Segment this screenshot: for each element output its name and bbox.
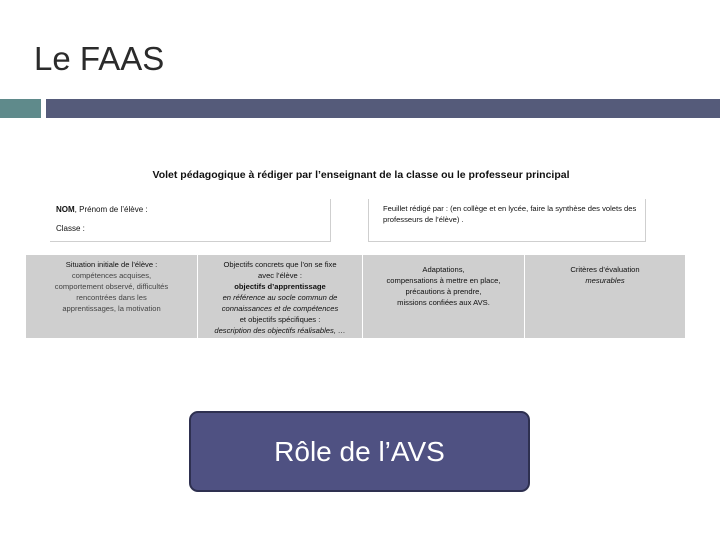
name-label-bold: NOM	[56, 205, 75, 214]
cell-line: connaissances et de compétences	[221, 304, 339, 313]
faas-form-image	[26, 163, 685, 349]
accent-bar-right	[46, 99, 720, 118]
form-heading: Volet pédagogique à rédiger par l’enseignant de la classe ou le professeur principal	[152, 169, 570, 181]
column-initial-situation	[26, 255, 198, 349]
cell-line: avec l’élève :	[258, 271, 302, 280]
role-avs-button[interactable]: Rôle de l’AVS	[189, 411, 530, 492]
name-field-label	[56, 205, 148, 214]
cell-line: mesurables	[585, 276, 625, 285]
cell-line: Situation initiale de l’élève :	[65, 260, 158, 269]
cell-line: description des objectifs réalisables, …	[214, 326, 346, 335]
form-table	[26, 255, 685, 349]
cell-line: apprentissages, la motivation	[62, 304, 161, 313]
cell-line: précautions à prendre,	[405, 287, 482, 296]
name-label-rest: , Prénom de l’élève :	[74, 205, 148, 214]
accent-bar	[0, 99, 720, 118]
class-field-label: Classe :	[56, 224, 85, 233]
cell-line: missions confiées aux AVS.	[397, 298, 490, 307]
cell-line: et objectifs spécifiques :	[239, 315, 321, 324]
redactor-box	[368, 199, 646, 242]
cell-line: objectifs d’apprentissage	[234, 282, 326, 291]
cell-line: Adaptations,	[422, 265, 465, 274]
cell-line: compétences acquises,	[71, 271, 152, 280]
cell-line: Objectifs concrets que l’on se fixe	[223, 260, 337, 269]
cell-line: comportement observé, difficultés	[54, 282, 169, 291]
column-evaluation	[525, 255, 685, 349]
column-objectives	[198, 255, 363, 349]
cell-line: Critères d’évaluation	[570, 265, 640, 274]
accent-bar-left	[0, 99, 41, 118]
redactor-note: Feuillet rédigé par : (en collège et en lycée, faire la synthèse des volets des professeurs de l’élève) .	[383, 204, 637, 224]
cell-line: rencontrées dans les	[76, 293, 147, 302]
cell-line: en référence au socle commun de	[222, 293, 338, 302]
student-info-box	[50, 199, 331, 242]
cell-line: compensations à mettre en place,	[386, 276, 501, 285]
slide-title: Le FAAS	[34, 40, 165, 77]
column-adaptations	[363, 255, 525, 349]
